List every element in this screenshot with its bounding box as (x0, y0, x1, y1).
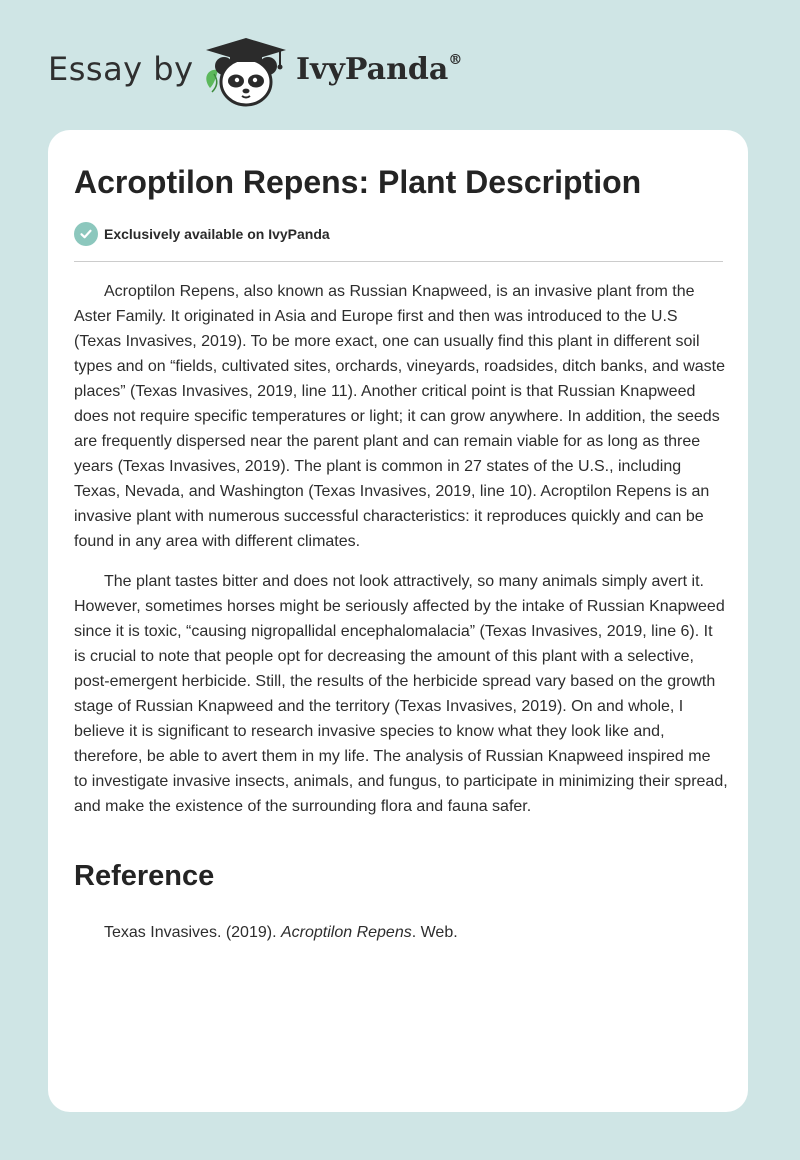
panda-graduate-icon[interactable] (198, 34, 294, 110)
registered-mark: ® (448, 52, 463, 68)
check-circle-icon (74, 222, 98, 246)
divider (74, 261, 723, 262)
exclusive-badge (74, 222, 330, 246)
essay-paragraph-1: Acroptilon Repens, also known as Russian Knapweed, is an invasive plant from the Aster Family. It originated in Asia and Europe first and then was introduced to the U.S (Texas Invasives, 2019). To be more exact, one can usually find this plant in different soil types and on “fields, cultivated sites, orchards, vineyards, roadsides, ditch banks, and waste places” (Texas Invasives, 2019, line 11). Another critical point is that Russian Knapweed does not require specific temperatures or light; it can grow anywhere. In addition, the seeds are frequently dispersed near the parent plant and can remain viable for as long as three years (Texas Invasives, 2019). The plant is common in 27 states of the U.S., including Texas, Nevada, and Washington (Texas Invasives, 2019, line 10). Acroptilon Repens is an invasive plant with numerous successful characteristics: it reproduces quickly and can be found in any area with different climates. (74, 283, 726, 550)
reference-heading: Reference (74, 860, 215, 892)
essay-paragraph-2: The plant tastes bitter and does not look attractively, so many animals simply avert it. However, sometimes horses might be seriously affected by the intake of Russian Knapweed since it is toxic, “causing nigropallidal encephalomalacia” (Texas Invasives, 2019, line 6). It is crucial to note that people opt for decreasing the amount of this plant with a selective, post-emergent herbicide. Still, the results of the herbicide spread vary based on the growth stage of Russian Knapweed and the territory (Texas Invasives, 2019). On and whole, I believe it is significant to research invasive species to know what they look like and, therefore, be able to avert them in my life. The analysis of Russian Knapweed inspired me to investigate invasive insects, animals, and fungus, to participate in minimizing their spread, and make the existence of the surrounding flora and fauna safer. (74, 573, 728, 815)
page-title: Acroptilon Repens: Plant Description (74, 164, 642, 200)
brand-name-text: IvyPanda (296, 52, 449, 87)
reference-suffix: . Web. (411, 924, 458, 941)
reference-entry (104, 920, 458, 945)
brand-prefix: Essay by (48, 50, 194, 88)
site-header (0, 0, 800, 120)
reference-work-title: Acroptilon Repens (280, 924, 412, 941)
reference-author-year: Texas Invasives. (2019). (104, 924, 281, 941)
brand-name[interactable] (296, 52, 462, 87)
badge-label: Exclusively available on IvyPanda (104, 226, 330, 242)
essay-card (48, 130, 748, 1112)
